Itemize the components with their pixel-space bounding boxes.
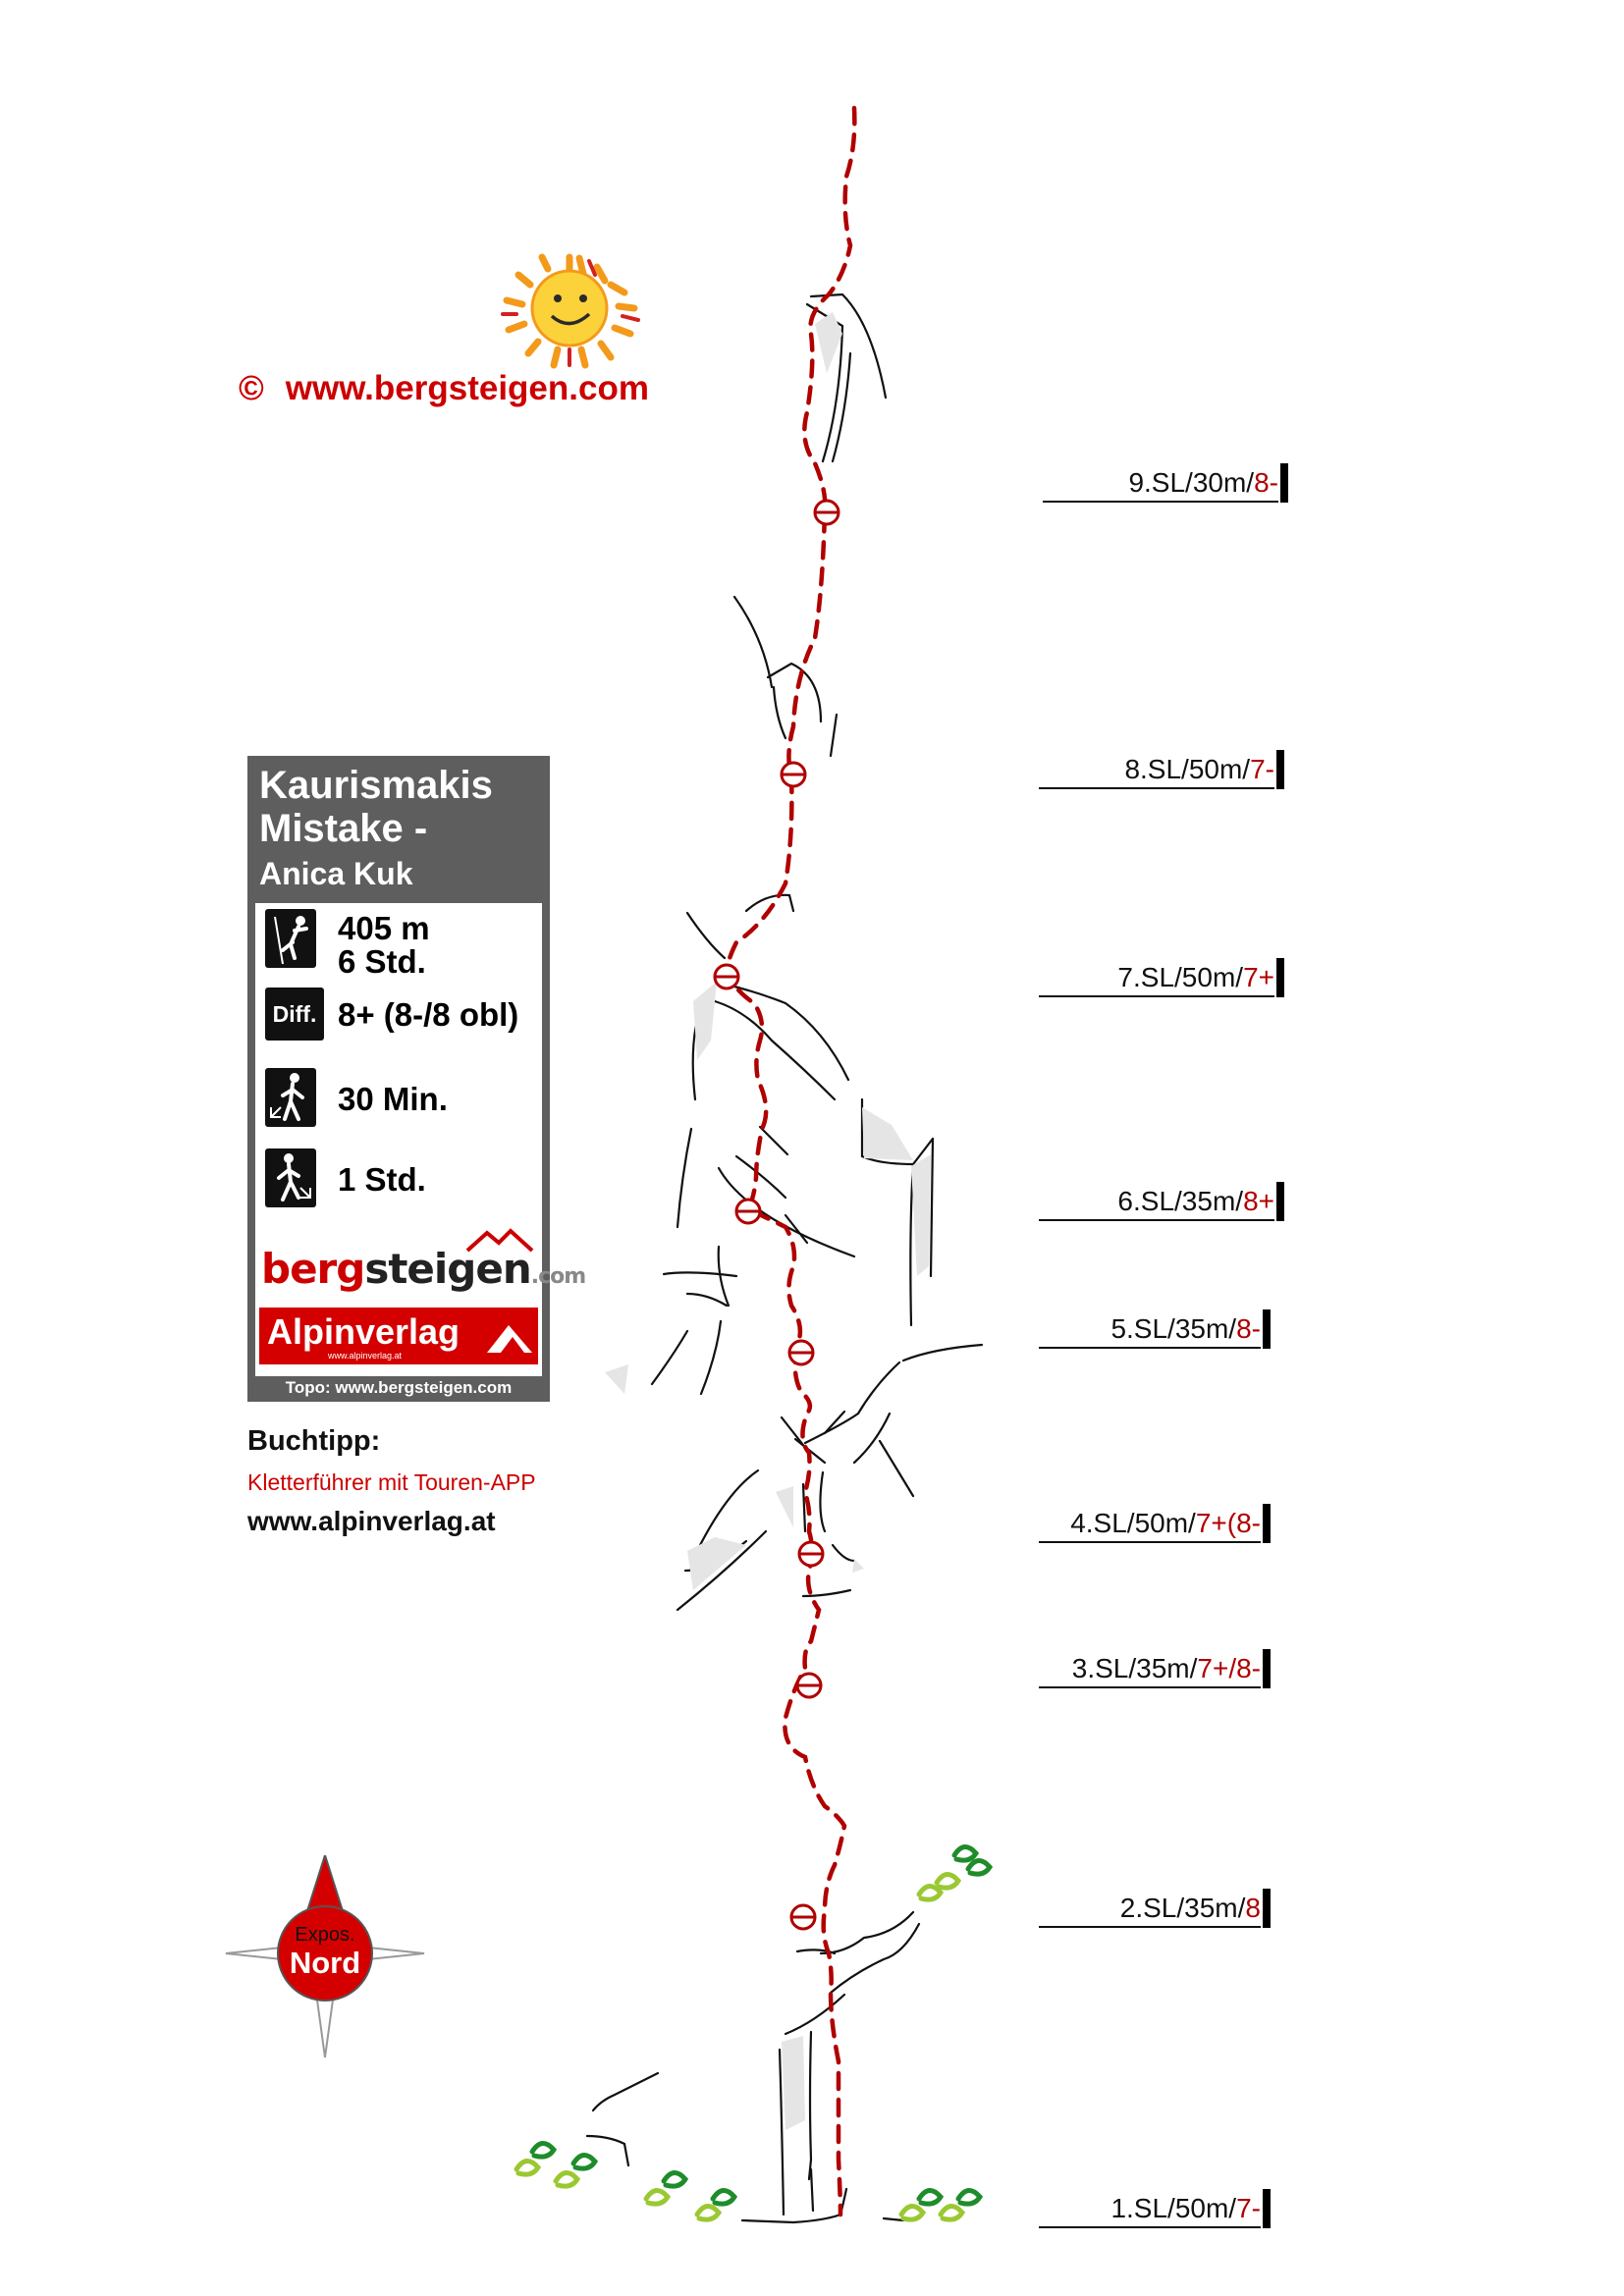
route-name: Kaurismakis Mistake - — [259, 764, 493, 850]
belay-4 — [799, 1542, 823, 1566]
route-area: Anica Kuk — [259, 856, 413, 891]
exposure-compass — [222, 1855, 428, 2061]
book-tip-url: www.alpinverlag.at — [247, 1506, 496, 1536]
copyright-url: www.bergsteigen.com — [285, 369, 649, 407]
route-info-card — [247, 756, 586, 1402]
route-info-panel — [255, 903, 586, 1376]
book-tip-heading: Buchtipp: — [247, 1425, 381, 1457]
belay-9 — [815, 501, 839, 524]
route-approach: 30 Min. — [338, 1081, 448, 1117]
copyright-symbol: © — [239, 369, 264, 407]
descent-row — [265, 1148, 426, 1207]
pitch-label-8: 8.SL/50m/7- — [1039, 750, 1274, 789]
hiker-down-icon — [265, 1148, 316, 1207]
route-duration: 6 Std. — [338, 943, 426, 980]
difficulty-badge: Diff. — [265, 988, 324, 1041]
belay-8 — [782, 763, 805, 786]
hiker-up-icon — [265, 1068, 316, 1127]
book-tip-subtitle: Kletterführer mit Touren-APP — [247, 1469, 536, 1495]
pitch-label-5: 5.SL/35m/8- — [1039, 1309, 1261, 1349]
belay-6 — [736, 1200, 760, 1223]
route-descent: 1 Std. — [338, 1161, 426, 1198]
rock-shading — [605, 312, 931, 2130]
approach-row — [265, 1068, 448, 1127]
difficulty-row — [265, 988, 519, 1041]
book-tip — [247, 1425, 536, 1537]
exposure-direction: Nord — [289, 1946, 361, 1980]
pitch-label-4: 4.SL/50m/7+(8- — [1039, 1504, 1261, 1543]
mountain-logo-icon — [465, 1227, 534, 1253]
mountain-logo-icon — [485, 1319, 534, 1355]
topo-credit: Topo: www.bergsteigen.com — [285, 1378, 513, 1397]
exposure-label: Expos. — [295, 1924, 355, 1946]
copyright-line — [239, 369, 649, 408]
height-row — [265, 909, 430, 980]
belay-3 — [797, 1674, 821, 1697]
pitch-label-7: 7.SL/50m/7+ — [1039, 958, 1274, 997]
belay-7 — [715, 965, 738, 988]
pitch-label-9: 9.SL/30m/8- — [1043, 463, 1278, 503]
alpinverlag-logo: Alpinverlag www.alpinverlag.at — [259, 1308, 538, 1364]
bergsteigen-logo: bergsteigen.com — [261, 1245, 585, 1293]
route-difficulty: 8+ (8-/8 obl) — [338, 996, 519, 1033]
belay-5 — [789, 1341, 813, 1364]
vegetation-icons — [516, 1846, 990, 2219]
pitch-label-2: 2.SL/35m/8 — [1039, 1889, 1261, 1928]
belay-2 — [791, 1905, 815, 1929]
pitch-label-1: 1.SL/50m/7- — [1039, 2189, 1261, 2228]
pitch-label-3: 3.SL/35m/7+/8- — [1039, 1649, 1261, 1688]
route-height: 405 m — [338, 910, 430, 946]
pitch-label-6: 6.SL/35m/8+ — [1039, 1182, 1274, 1221]
climbing-route-line — [727, 108, 854, 2215]
sun-icon — [503, 257, 638, 365]
climber-icon — [265, 909, 316, 968]
